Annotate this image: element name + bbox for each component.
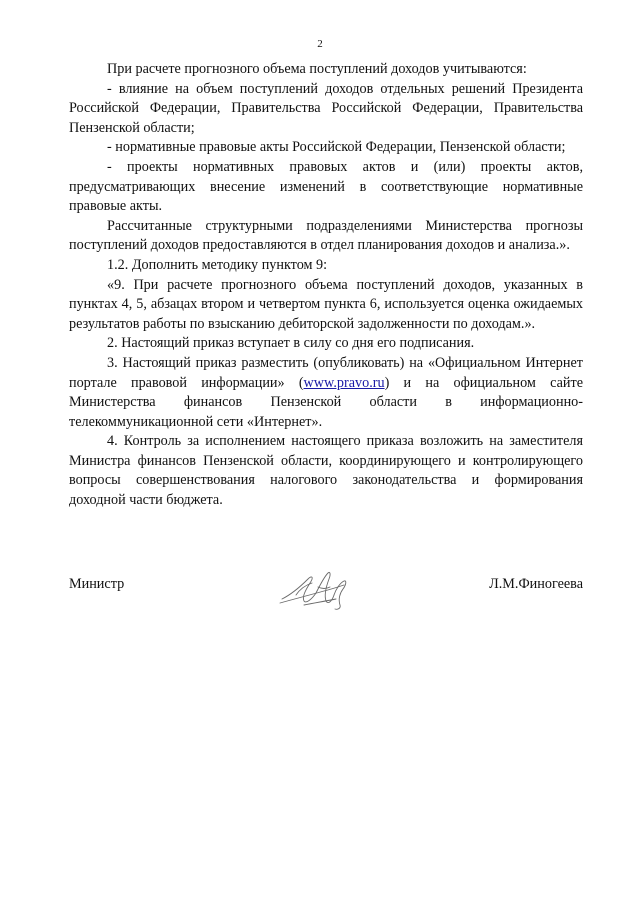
paragraph-item-4: 4. Контроль за исполнением настоящего приказа возложить на заместителя Министра финансов Пензенской области, координирующего и контролирующего вопросы совершенствования налогового законодательства и формирования доходной части бюджета.	[69, 433, 583, 509]
paragraph-item-2: 2. Настоящий приказ вступает в силу со дня его подписания.	[107, 335, 475, 352]
signature-block	[69, 565, 583, 615]
paragraph-item-3	[69, 354, 583, 432]
signatory-name: Л.М.Финогеева	[489, 576, 583, 592]
paragraph-forecasts: Рассчитанные структурными подразделениями Министерства прогнозы поступлений доходов предоставляются в отдел планирования доходов и анализа.».	[69, 217, 583, 254]
page-number: 2	[317, 38, 323, 50]
item-3-text-before: 3. Настоящий приказ разместить (опубликовать) на «Официальном Интернет портале правовой информации» (	[69, 354, 583, 391]
paragraph-item-1-2: 1.2. Дополнить методику пунктом 9:	[107, 256, 328, 273]
item-3-text-after: ) и на официальном сайте Министерства финансов Пензенской области в информационно-телекоммуникационной сети «Интернет».	[69, 374, 583, 430]
signatory-position: Министр	[69, 576, 125, 592]
pravo-link[interactable]: www.pravo.ru	[303, 374, 385, 391]
paragraph-item-9: «9. При расчете прогнозного объема поступлений доходов, указанных в пунктах 4, 5, абзацах втором и четвертом пункта 6, используется оценка ожидаемых результатов работы по взысканию дебиторской задолженности по доходам.».	[69, 276, 583, 332]
paragraph-decisions: - влияние на объем поступлений доходов отдельных решений Президента Российской Федерации, Правительства Российской Федерации, Правительства Пензенской области;	[69, 80, 583, 136]
handwritten-signature	[274, 565, 364, 615]
paragraph-normative-acts: - нормативные правовые акты Российской Федерации, Пензенской области;	[107, 139, 566, 156]
document-body	[69, 60, 583, 511]
paragraph-draft-acts: - проекты нормативных правовых актов и (или) проекты актов, предусматривающих внесение изменений в соответствующие нормативные правовые акты.	[69, 158, 583, 215]
paragraph-intro: При расчете прогнозного объема поступлений доходов учитываются:	[107, 61, 527, 77]
